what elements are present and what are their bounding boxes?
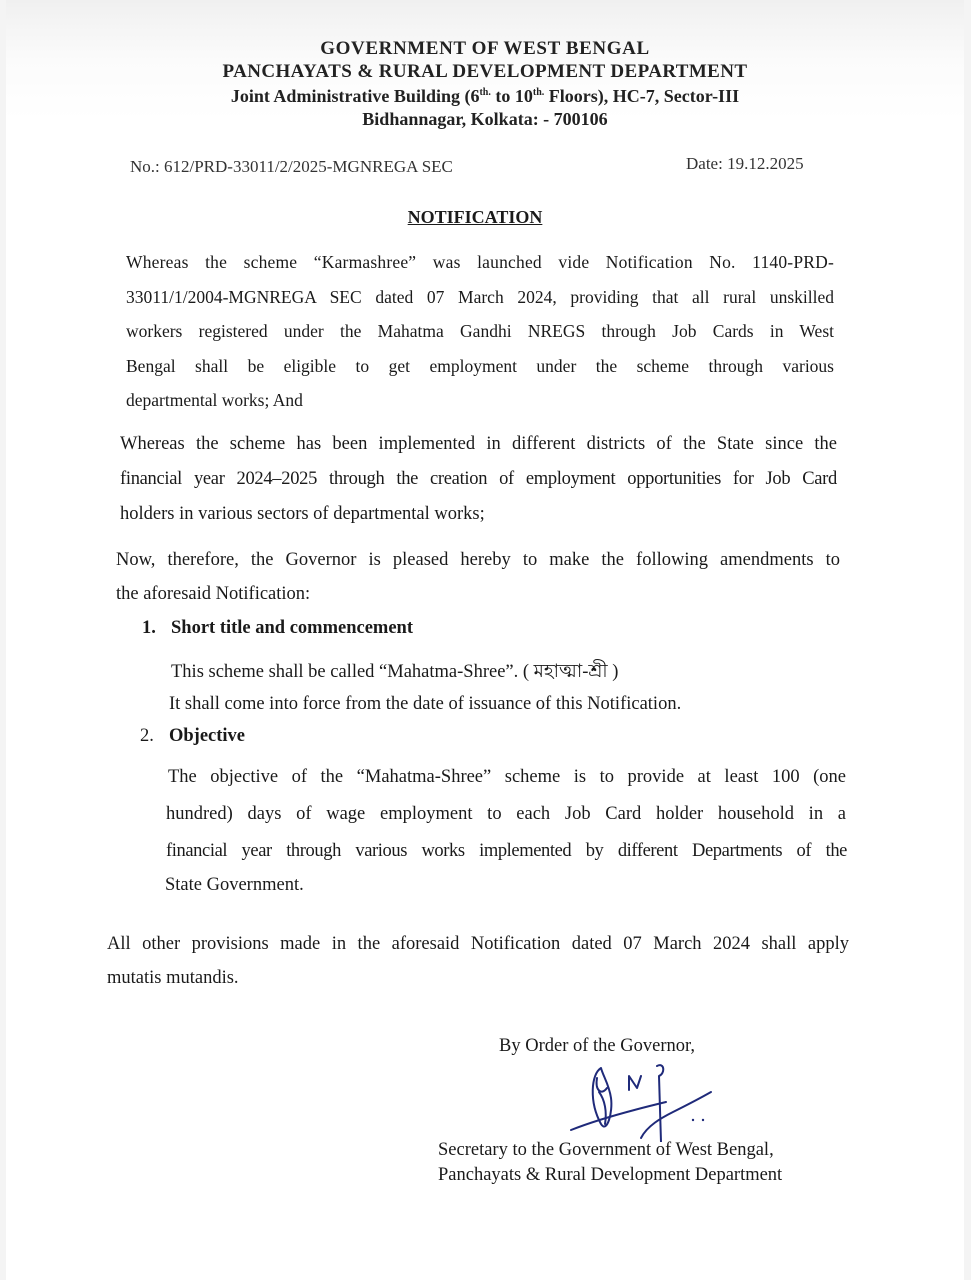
text-line: Now, therefore, the Governor is pleased hereby to make the following amendments to [116, 550, 840, 570]
text-line: It shall come into force from the date of issuance of this Notification. [169, 694, 682, 714]
by-order-line: By Order of the Governor, [499, 1036, 696, 1056]
text-line: The objective of the “Mahatma-Shree” scheme is to provide at least 100 (one [168, 767, 846, 787]
text-line: 33011/1/2004-MGNREGA SEC dated 07 March 2024, providing that all rural unskilled [126, 287, 834, 307]
text-line: State Government. [165, 875, 304, 895]
designation-line-2: Panchayats & Rural Development Department [438, 1165, 783, 1185]
designation-line-1: Secretary to the Government of West Bengal, [438, 1140, 774, 1160]
item-heading: Short title and commencement [171, 618, 413, 638]
text-line: the aforesaid Notification: [116, 584, 311, 604]
text-line: This scheme shall be called “Mahatma-Shree”. ( মহাত্মা-শ্রী ) [171, 662, 619, 682]
header-department: PANCHAYATS & RURAL DEVELOPMENT DEPARTMENT [222, 61, 748, 82]
text-line: holders in various sectors of departmental works; [120, 504, 485, 524]
item-heading: Objective [169, 726, 246, 746]
item-number: 1. [142, 618, 156, 638]
header-city: Bidhannagar, Kolkata: - 700106 [362, 109, 608, 129]
text-line: financial year through various works implemented by different Departments of the [166, 841, 847, 861]
text-line: All other provisions made in the aforesaid Notification dated 07 March 2024 shall apply [107, 934, 849, 954]
reference-date: Date: 19.12.2025 [686, 154, 804, 173]
text-line: departmental works; And [126, 390, 303, 410]
notification-page [6, 0, 964, 1280]
reference-number: No.: 612/PRD-33011/2/2025-MGNREGA SEC [130, 157, 453, 176]
signature-icon [561, 1062, 731, 1142]
text-line: workers registered under the Mahatma Gandhi NREGS through Job Cards in West [126, 321, 834, 341]
text-line: Whereas the scheme has been implemented in different districts of the State since the [120, 434, 837, 454]
header-government: GOVERNMENT OF WEST BENGAL [320, 38, 650, 59]
item-number: 2. [140, 726, 154, 746]
text-line: financial year 2024–2025 through the creation of employment opportunities for Job Card [120, 469, 837, 489]
text-line: Whereas the scheme “Karmashree” was launched vide Notification No. 1140-PRD- [126, 252, 834, 272]
header-address: Joint Administrative Building ($6^{th.}$ to $10^{th.}$ Floors), HC-7, Sector-III [230, 86, 740, 106]
notification-title: NOTIFICATION [407, 207, 543, 227]
text-line: mutatis mutandis. [107, 968, 239, 988]
text-line: hundred) days of wage employment to each Job Card holder household in a [166, 804, 846, 824]
text-line: Bengal shall be eligible to get employment under the scheme through various [126, 356, 834, 376]
